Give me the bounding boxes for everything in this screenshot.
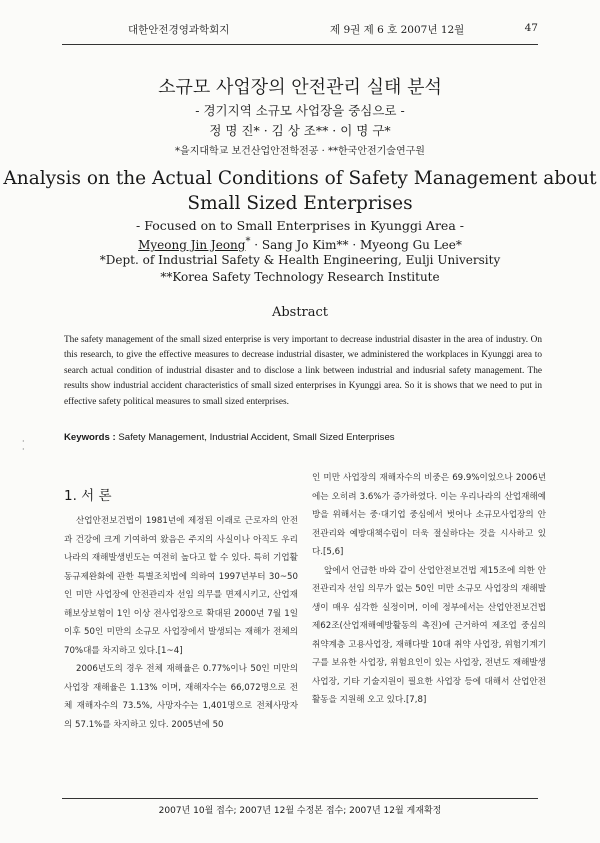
title-english-line1: Analysis on the Actual Conditions of Safety Management about (3, 168, 597, 189)
page-number: 47 (524, 22, 538, 34)
authors-korean: 정 명 진* · 김 상 조** · 이 명 구* (209, 123, 391, 138)
subtitle-english: - Focused on to Small Enterprises in Kyunggi Area - (136, 218, 464, 233)
footnote-dates: 2007년 10월 접수; 2007년 12월 수정본 접수; 2007년 12월 게재확정 (158, 806, 442, 816)
authors-english (0, 236, 600, 252)
abstract-body: The safety management of the small sized enterprise is very important to decrease industrial disaster in the area of industry. On this research, to give the effective measures to decrease industrial disaster, we administered the workplaces in Kyunggi area to search actual condition of industrial disaster and to disclose a link between industrial and indusrial safety management. The results show industrial accident characteristics of small sized enterprises in Kyunggi area. So it is shows that we need to put in effective safety political measures to small sized enterprises. (64, 335, 542, 407)
journal-name: 대한안전경영과학회지 (128, 24, 230, 36)
body-column-right (312, 469, 546, 710)
paragraph: 인 미만 사업장의 재해자수의 비중은 69.9%이었으나 2006년에는 오히려 3.6%가 증가하였다. 이는 우리나라의 산업재해예방을 위해서는 중·대기업 중심에서 벗어나 소규모사업장의 안전관리와 예방대책수립이 더욱 절실하다는 것을 시사하고 있다.[5,6] (312, 473, 546, 557)
title-korean: 소규모 사업장의 안전관리 실태 분석 (158, 77, 442, 98)
subtitle-korean: - 경기지역 소규모 사업장을 중심으로 - (195, 103, 405, 118)
first-author-name: Myeong Jin Jeong (138, 238, 246, 252)
header-rule (62, 44, 538, 45)
paragraph: 산업안전보건법이 1981년에 제정된 이래로 근로자의 안전과 건강에 크게 기여하여 왔음은 주지의 사실이나 아직도 우리나라의 재해발생빈도는 여전히 높다고 할 수 있다. 특히 기업활동규제완화에 관한 특별조치법에 의하여 1997년부터 30~50인 미만 사업장에 안전관리자 선임 의무를 면제시키고, 산업재해보상보험이 1인 이상 전사업장으로 확대된 2000년 7월 1일 이후 50인 미만의 소규모 사업장에서 발생되는 재해가 전체의 70%대를 차지하고 있다.[1~4] (64, 516, 298, 656)
footnote-rule (62, 798, 538, 799)
paragraph: 2006년도의 경우 전체 재해율은 0.77%이나 50인 미만의 사업장 재해율은 1.13% 이며, 재해자수는 66,072명으로 전체 재해자수의 73.5%, 사망자수는 1,401명으로 전체사망자의 57.1%를 차지하고 있다. 2005년에 50 (64, 664, 298, 730)
abstract-heading: Abstract (271, 305, 329, 320)
keywords-value: Safety Management, Industrial Accident, Small Sized Enterprises (115, 432, 395, 443)
paragraph: 앞에서 언급한 바와 같이 산업안전보건법 제15조에 의한 안전관리자 선임 의무가 없는 50인 미만 소규모 사업장의 재해발생이 매우 심각한 실정이며, 이에 정부에서는 산업안전보건법 제62조(산업재해예방활동의 촉진)에 근거하여 제조업 중심의 취약계층 고용사업장, 재해다발 10대 취약 사업장, 위험기계기구를 보유한 사업장, 위험요인이 있는 사업장, 전년도 재해발생 사업장, 기타 기술지원이 필요한 사업장 등에 대해서 산업안전활동을 지원해 오고 있다.[7,8] (312, 565, 546, 705)
other-authors: · Sang Jo Kim** · Myeong Gu Lee* (250, 238, 462, 252)
affiliation-english-2: **Korea Safety Technology Research Institute (160, 270, 440, 284)
keywords (64, 432, 542, 443)
affiliations-korean: *을지대학교 보건산업안전학전공 · **한국안전기술연구원 (175, 146, 425, 157)
issue-info: 제 9권 제 6 호 2007년 12월 (330, 24, 465, 36)
body-column-left (64, 512, 298, 734)
title-english-line2: Small Sized Enterprises (187, 193, 413, 214)
keywords-label: Keywords : (64, 432, 116, 443)
affiliation-english-1: *Dept. of Industrial Safety & Health Engineering, Eulji University (99, 253, 501, 267)
section-heading: 1. 서 론 (64, 488, 112, 504)
margin-mark: · · (22, 437, 25, 454)
first-author-mark: * (245, 236, 251, 247)
